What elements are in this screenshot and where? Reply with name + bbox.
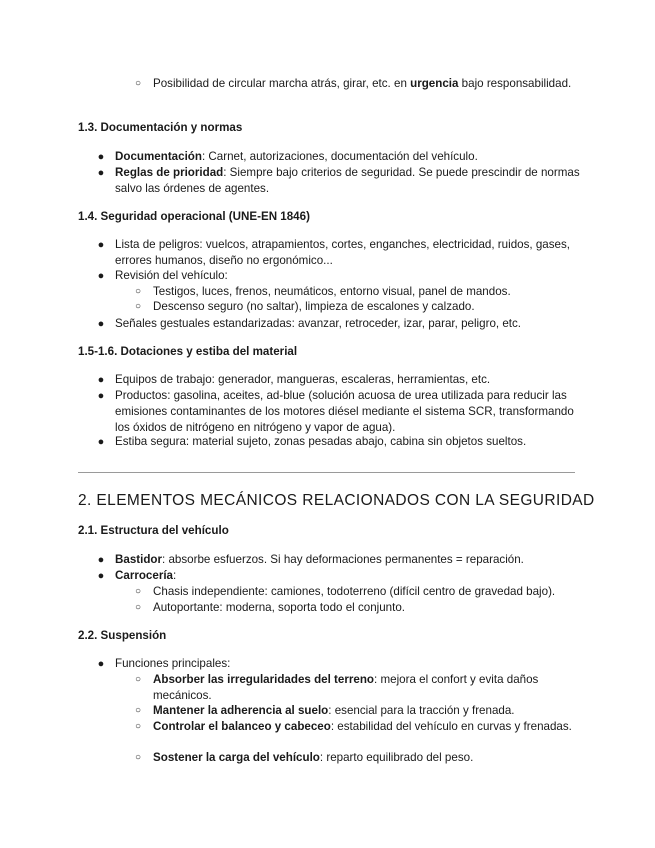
bullet-icon: ● xyxy=(97,270,105,282)
hollow-bullet-icon: ○ xyxy=(134,301,142,312)
list-item: Revisión del vehículo: xyxy=(115,269,228,282)
section-title: 2. ELEMENTOS MECÁNICOS RELACIONADOS CON LA SEGURIDAD xyxy=(78,492,595,509)
list-item: Funciones principales: xyxy=(115,657,231,670)
heading-1-5-1-6: 1.5-1.6. Dotaciones y estiba del material xyxy=(78,345,298,358)
list-item: Estiba segura: material sujeto, zonas pesadas abajo, cabina sin objetos sueltos. xyxy=(115,435,527,448)
bullet-icon: ● xyxy=(97,167,105,179)
hollow-bullet-icon: ○ xyxy=(134,721,142,732)
bullet-icon: ● xyxy=(97,554,105,566)
list-item: Bastidor: absorbe esfuerzos. Si hay deformaciones permanentes = reparación. xyxy=(115,553,524,566)
bullet-icon: ● xyxy=(97,151,105,163)
list-item: Señales gestuales estandarizadas: avanzar, retroceder, izar, parar, peligro, etc. xyxy=(115,317,522,330)
heading-1-3: 1.3. Documentación y normas xyxy=(78,121,243,134)
bullet-icon: ● xyxy=(97,318,105,330)
bullet-icon: ● xyxy=(97,239,105,251)
hollow-bullet-icon: ○ xyxy=(134,78,142,89)
heading-1-4: 1.4. Seguridad operacional (UNE-EN 1846) xyxy=(78,210,310,223)
horizontal-rule xyxy=(78,472,575,473)
heading-2-1: 2.1. Estructura del vehículo xyxy=(78,524,229,537)
hollow-bullet-icon: ○ xyxy=(134,286,142,297)
bullet-icon: ● xyxy=(97,374,105,386)
list-item: Sostener la carga del vehículo: reparto equilibrado del peso. xyxy=(153,751,474,764)
bullet-icon: ● xyxy=(97,436,105,448)
list-item: Chasis independiente: camiones, todoterreno (difícil centro de gravedad bajo). xyxy=(153,585,556,598)
hollow-bullet-icon: ○ xyxy=(134,674,142,685)
hollow-bullet-icon: ○ xyxy=(134,752,142,763)
list-item: Posibilidad de circular marcha atrás, girar, etc. en urgencia bajo responsabilidad. xyxy=(153,77,572,90)
list-item: Descenso seguro (no saltar), limpieza de escalones y calzado. xyxy=(153,300,475,313)
list-item: Mantener la adherencia al suelo: esencial para la tracción y frenada. xyxy=(153,704,515,717)
list-item: Productos: gasolina, aceites, ad-blue (solución acuosa de urea utilizada para reducir las emisiones contaminantes de los motores diésel mediante el sistema SCR, transformando los óxidos de nitrógeno en nitrógeno y vapor de agua). xyxy=(115,389,574,434)
bullet-icon: ● xyxy=(97,658,105,670)
list-item: Absorber las irregularidades del terreno: mejora el confort y evita daños mecánicos. xyxy=(153,673,539,702)
hollow-bullet-icon: ○ xyxy=(134,602,142,613)
list-item: Reglas de prioridad: Siempre bajo criterios de seguridad. Se puede prescindir de normas salvo las órdenes de agentes. xyxy=(115,166,580,195)
hollow-bullet-icon: ○ xyxy=(134,705,142,716)
heading-2-2: 2.2. Suspensión xyxy=(78,629,167,642)
list-item: Autoportante: moderna, soporta todo el conjunto. xyxy=(153,601,406,614)
bullet-icon: ● xyxy=(97,390,105,402)
hollow-bullet-icon: ○ xyxy=(134,586,142,597)
list-item: Equipos de trabajo: generador, mangueras, escaleras, herramientas, etc. xyxy=(115,373,491,386)
list-item: Lista de peligros: vuelcos, atrapamientos, cortes, enganches, electricidad, ruidos, gases, errores humanos, diseño no ergonómico... xyxy=(115,238,570,267)
list-item: Testigos, luces, frenos, neumáticos, entorno visual, panel de mandos. xyxy=(153,285,511,298)
bullet-icon: ● xyxy=(97,570,105,582)
list-item: Carrocería: xyxy=(115,569,177,582)
list-item: Controlar el balanceo y cabeceo: estabilidad del vehículo en curvas y frenadas. xyxy=(153,720,572,733)
list-item: Documentación: Carnet, autorizaciones, documentación del vehículo. xyxy=(115,150,478,163)
